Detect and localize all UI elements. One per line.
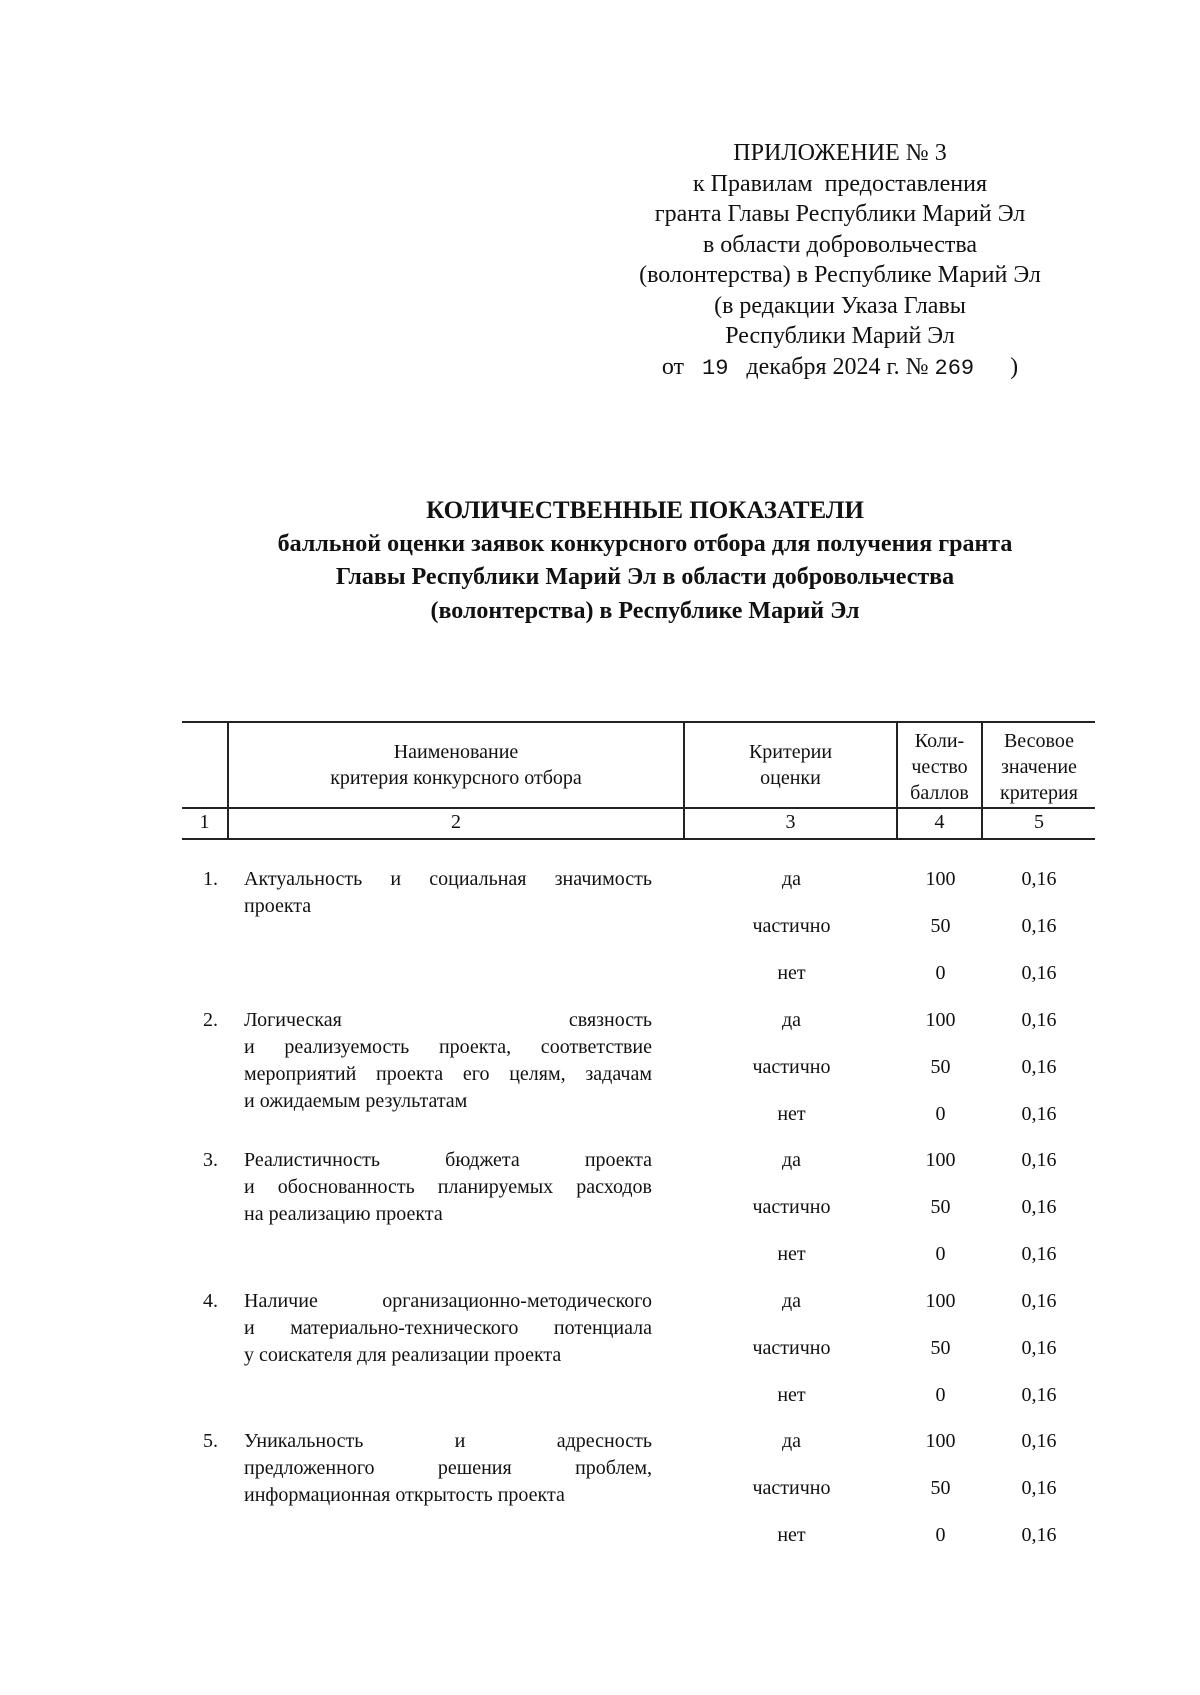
decree-number: 269 bbox=[934, 355, 975, 381]
date-day: 19 bbox=[702, 355, 729, 381]
appendix-line: гранта Главы Республики Марий Эл bbox=[654, 201, 1026, 227]
option-weight: 0,16 bbox=[1021, 962, 1057, 984]
option-weight: 0,16 bbox=[1021, 1055, 1057, 1078]
criterion-name bbox=[244, 866, 652, 920]
criterion-name bbox=[244, 1428, 652, 1509]
header-text: Наименование bbox=[393, 741, 519, 763]
option-score: 100 bbox=[925, 1430, 956, 1452]
option-weight: 0,16 bbox=[1021, 1289, 1057, 1312]
criterion-name-line: и материально-технического потенциала bbox=[244, 1316, 652, 1339]
date-prefix: от bbox=[661, 353, 685, 380]
column-number: 2 bbox=[451, 811, 461, 833]
criterion-name-line: информационная открытость проекта bbox=[244, 1484, 565, 1506]
option-label: нет bbox=[777, 962, 806, 984]
option-score: 50 bbox=[930, 1196, 951, 1218]
criterion-name-line: Наличие организационно-методического bbox=[244, 1289, 652, 1312]
header-text: значение bbox=[1001, 756, 1077, 778]
table-row bbox=[182, 1001, 1095, 1142]
title-subline: балльной оценки заявок конкурсного отбора для получения гранта bbox=[277, 530, 1013, 557]
appendix-line: (в редакции Указа Главы bbox=[714, 292, 966, 319]
option-score: 100 bbox=[925, 1289, 956, 1312]
option-label: да bbox=[781, 1008, 802, 1031]
header-evaluation-criteria bbox=[685, 723, 896, 807]
criterion-number: 2. bbox=[203, 1008, 218, 1031]
criterion-number: 3. bbox=[203, 1149, 218, 1171]
criterion-name-line: проекта bbox=[244, 895, 312, 917]
header-points-count bbox=[898, 725, 981, 809]
criteria-table bbox=[182, 721, 1095, 1563]
header-text: Коли- bbox=[914, 730, 965, 752]
criterion-name bbox=[244, 1288, 652, 1369]
criterion-name-line: Актуальность и социальная значимость bbox=[244, 868, 652, 890]
criterion-name-line: и ожидаемым результатам bbox=[244, 1089, 468, 1112]
option-weight: 0,16 bbox=[1021, 1102, 1057, 1125]
option-weight: 0,16 bbox=[1021, 1383, 1057, 1406]
title-main: КОЛИЧЕСТВЕННЫЕ ПОКАЗАТЕЛИ bbox=[426, 497, 864, 524]
header-text: чество bbox=[911, 756, 968, 778]
criterion-number: 5. bbox=[203, 1430, 218, 1452]
option-label: нет bbox=[777, 1243, 806, 1265]
header-text: критерия bbox=[1000, 782, 1078, 804]
option-label: частично bbox=[752, 1336, 831, 1359]
criterion-name-line: Логическая связность bbox=[244, 1008, 652, 1031]
option-score: 50 bbox=[930, 1055, 951, 1078]
option-score: 50 bbox=[930, 1477, 951, 1499]
option-weight: 0,16 bbox=[1021, 1149, 1057, 1171]
appendix-title: ПРИЛОЖЕНИЕ № 3 bbox=[733, 140, 947, 166]
criterion-name-line: на реализацию проекта bbox=[244, 1203, 443, 1225]
option-label: частично bbox=[752, 915, 831, 937]
option-score: 100 bbox=[925, 868, 956, 890]
table-body bbox=[182, 860, 1095, 1563]
option-score: 0 bbox=[935, 1243, 946, 1265]
appendix-header bbox=[600, 138, 1080, 384]
criterion-number: 4. bbox=[203, 1289, 218, 1312]
option-score: 0 bbox=[935, 962, 946, 984]
option-label: нет bbox=[777, 1524, 806, 1546]
table-row bbox=[182, 1141, 1095, 1282]
criterion-name-line: Реалистичность бюджета проекта bbox=[244, 1149, 652, 1171]
option-weight: 0,16 bbox=[1021, 1430, 1057, 1452]
table-row bbox=[182, 860, 1095, 1001]
option-weight: 0,16 bbox=[1021, 1524, 1057, 1546]
header-col1 bbox=[182, 723, 227, 807]
appendix-line: (волонтерства) в Республике Марий Эл bbox=[639, 262, 1041, 288]
criterion-name bbox=[244, 1007, 652, 1115]
option-label: да bbox=[781, 868, 802, 890]
option-score: 50 bbox=[930, 915, 951, 937]
header-criterion-name bbox=[229, 723, 683, 807]
appendix-date-line bbox=[600, 352, 1080, 385]
option-weight: 0,16 bbox=[1021, 1243, 1057, 1265]
appendix-line: Республики Марий Эл bbox=[725, 323, 955, 349]
criterion-name bbox=[244, 1147, 652, 1228]
option-score: 0 bbox=[935, 1524, 946, 1546]
appendix-line: к Правилам предоставления bbox=[692, 170, 988, 197]
option-score: 50 bbox=[930, 1336, 951, 1359]
option-score: 0 bbox=[935, 1102, 946, 1125]
criterion-number: 1. bbox=[203, 868, 218, 890]
column-number: 4 bbox=[934, 811, 945, 833]
column-number: 5 bbox=[1034, 811, 1044, 833]
header-text: Весовое bbox=[1003, 730, 1074, 752]
table-row bbox=[182, 1422, 1095, 1563]
criterion-name-line: и реализуемость проекта, соответствие bbox=[244, 1035, 652, 1058]
document-title bbox=[180, 494, 1110, 628]
option-score: 100 bbox=[925, 1149, 956, 1171]
date-month-year: декабря 2024 г. № bbox=[746, 353, 929, 380]
option-weight: 0,16 bbox=[1021, 915, 1057, 937]
criterion-name-line: мероприятий проекта его целям, задачам bbox=[244, 1062, 652, 1085]
option-weight: 0,16 bbox=[1021, 1008, 1057, 1031]
table-header bbox=[182, 721, 1095, 840]
option-label: частично bbox=[752, 1196, 831, 1218]
header-weight bbox=[983, 725, 1095, 809]
header-text: критерия конкурсного отбора bbox=[330, 767, 582, 789]
title-subline: Главы Республики Марий Эл в области добровольчества bbox=[335, 564, 955, 590]
appendix-line: в области добровольчества bbox=[702, 231, 978, 258]
column-number: 1 bbox=[199, 811, 210, 833]
option-label: частично bbox=[752, 1055, 831, 1078]
option-weight: 0,16 bbox=[1021, 868, 1057, 890]
title-subline: (волонтерства) в Республике Марий Эл bbox=[430, 597, 860, 624]
option-weight: 0,16 bbox=[1021, 1336, 1057, 1359]
option-label: нет bbox=[777, 1383, 806, 1406]
option-label: да bbox=[781, 1430, 802, 1452]
option-label: да bbox=[781, 1149, 802, 1171]
column-number: 3 bbox=[785, 811, 796, 833]
option-label: да bbox=[781, 1289, 802, 1312]
option-weight: 0,16 bbox=[1021, 1196, 1057, 1218]
criterion-name-line: у соискателя для реализации проекта bbox=[244, 1343, 562, 1366]
option-label: нет bbox=[777, 1102, 806, 1125]
header-text: оценки bbox=[760, 767, 821, 789]
header-text: Критерии bbox=[748, 741, 833, 763]
table-row bbox=[182, 1282, 1095, 1423]
criterion-name-line: предложенного решения проблем, bbox=[244, 1457, 652, 1479]
criterion-name-line: Уникальность и адресность bbox=[244, 1430, 652, 1452]
option-weight: 0,16 bbox=[1021, 1477, 1057, 1499]
closing-paren: ) bbox=[1010, 353, 1019, 380]
option-score: 100 bbox=[925, 1008, 956, 1031]
option-score: 0 bbox=[935, 1383, 946, 1406]
criterion-name-line: и обоснованность планируемых расходов bbox=[244, 1176, 652, 1198]
header-text: баллов bbox=[910, 782, 969, 804]
option-label: частично bbox=[752, 1477, 831, 1499]
